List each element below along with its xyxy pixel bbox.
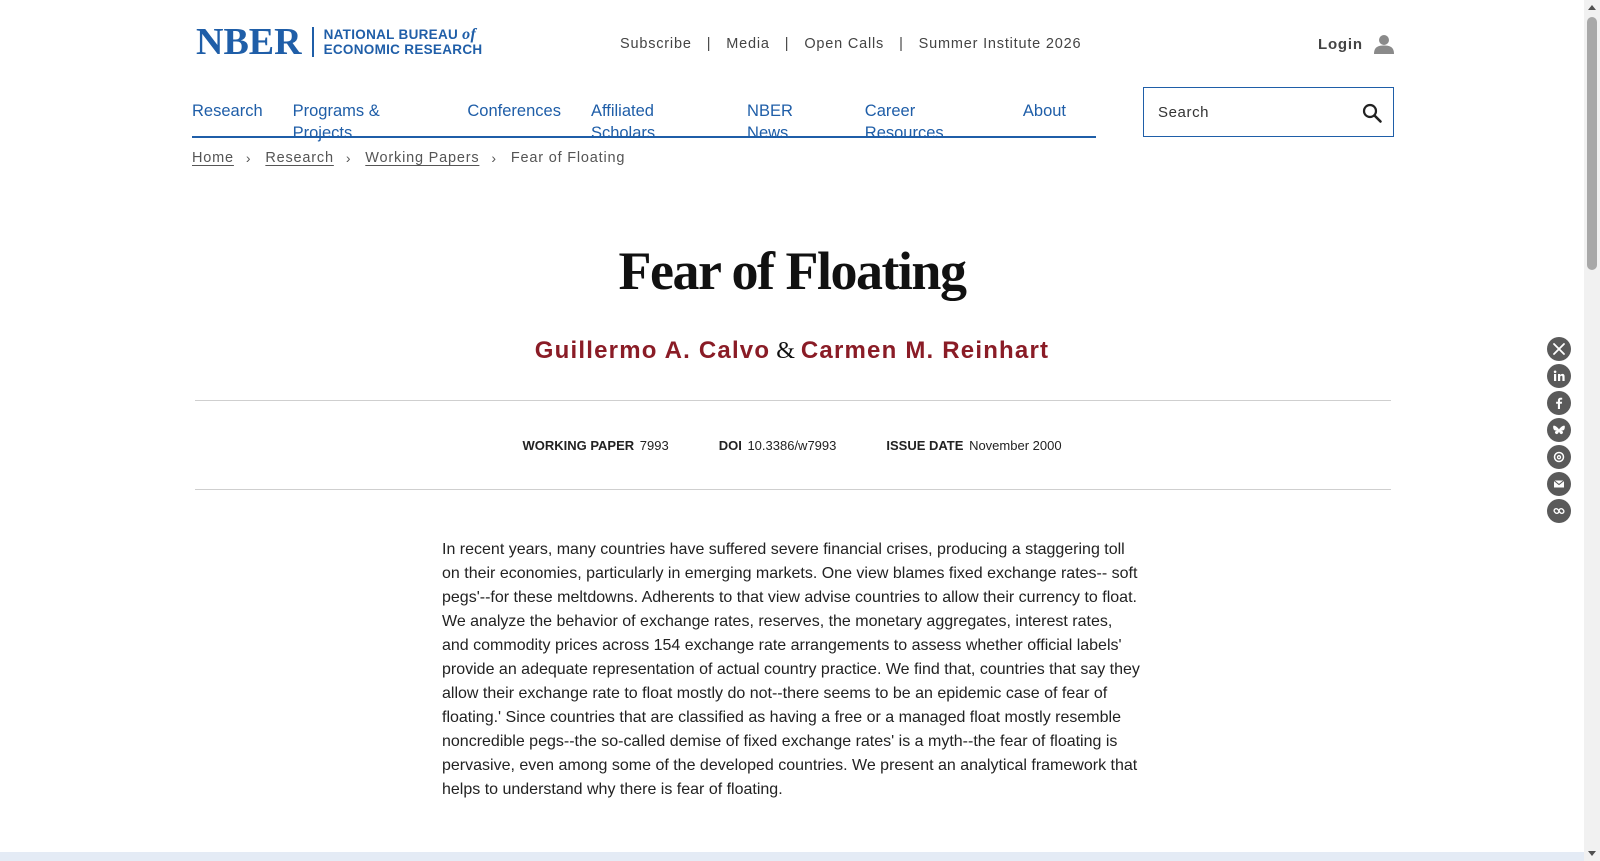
search-box <box>1143 87 1394 137</box>
logo-line-1: NATIONAL BUREAU <box>323 27 463 42</box>
share-toolbar <box>1547 337 1571 526</box>
meta-value: 7993 <box>639 438 669 453</box>
search-input[interactable] <box>1158 100 1348 124</box>
meta-label: WORKING PAPER <box>522 438 635 453</box>
issue-date <box>886 438 1061 453</box>
breadcrumb <box>192 150 625 166</box>
doi <box>719 438 837 453</box>
scrollbar-thumb[interactable] <box>1587 17 1597 270</box>
logo-wordmark <box>324 27 483 57</box>
login-label: Login <box>1318 35 1363 53</box>
scroll-down-arrow-icon[interactable] <box>1588 851 1596 856</box>
utility-separator: | <box>784 36 790 52</box>
working-paper-number <box>522 438 668 453</box>
paper-authors <box>0 337 1584 365</box>
scroll-up-arrow-icon[interactable] <box>1588 5 1596 10</box>
facebook-icon[interactable] <box>1547 391 1571 415</box>
nav-research[interactable]: Research <box>192 102 263 120</box>
paper-meta <box>0 438 1584 453</box>
bluesky-icon[interactable] <box>1547 418 1571 442</box>
author-link[interactable]: Carmen M. Reinhart <box>800 337 1050 364</box>
nav-about[interactable]: About <box>1022 102 1067 120</box>
divider <box>195 489 1391 490</box>
breadcrumb-working-papers[interactable]: Working Papers <box>365 150 480 166</box>
threads-icon[interactable] <box>1547 445 1571 469</box>
login-button[interactable] <box>1318 33 1395 55</box>
logo-mark: NBER <box>196 21 302 63</box>
user-icon <box>1373 33 1395 55</box>
main-nav <box>192 100 1096 142</box>
summer-institute-link[interactable]: Summer Institute 2026 <box>918 36 1082 52</box>
meta-value: 10.3386/w7993 <box>747 438 837 453</box>
logo-line-1-of: of <box>462 26 477 43</box>
chevron-right-icon: › <box>491 150 497 166</box>
email-icon[interactable] <box>1547 472 1571 496</box>
meta-label: ISSUE DATE <box>886 438 964 453</box>
breadcrumb-research[interactable]: Research <box>265 150 334 166</box>
utility-separator: | <box>899 36 904 52</box>
search-icon[interactable] <box>1361 102 1383 124</box>
paper-title: Fear of Floating <box>618 241 966 301</box>
open-calls-link[interactable]: Open Calls <box>804 36 885 52</box>
chevron-right-icon: › <box>345 150 352 166</box>
nav-career-resources[interactable]: Career Resources <box>864 102 944 142</box>
paper-abstract: In recent years, many countries have suffered severe financial crises, producing a staggering toll on their economies, particularly in emerging markets. One view blames fixed exchange rates-- soft pegs'--for these meltdowns. Adherents to that view advise countries to allow their currency to float. We analyze the behavior of exchange rates, reserves, the monetary aggregates, interest rates, and commodity prices across 154 exchange rate arrangements to assess whether official labels' provide an adequate representation of actual country practice. We find that, countries that say they allow their exchange rate to float mostly do not--there seems to be an epidemic case of fear of floating.' Since countries that are classified as having a free or a managed float mostly resemble noncredible pegs--the so-called demise of fixed exchange rates' is a myth--the fear of floating is pervasive, even among some of the developed countries. We present an analytical framework that helps to understand why there is fear of floating. <box>442 541 1140 798</box>
x-icon[interactable] <box>1547 337 1571 361</box>
meta-label: DOI <box>718 438 742 453</box>
logo-line-2: ECONOMIC RESEARCH <box>323 42 483 57</box>
divider <box>195 400 1391 401</box>
footer-band <box>0 852 1584 861</box>
vertical-scrollbar[interactable] <box>1584 0 1600 861</box>
author-link[interactable]: Guillermo A. Calvo <box>534 337 771 364</box>
author-separator: & <box>776 338 795 364</box>
utility-nav <box>620 36 1081 52</box>
copy-link-icon[interactable] <box>1547 499 1571 523</box>
nber-logo[interactable] <box>196 21 483 63</box>
meta-value: November 2000 <box>969 438 1062 453</box>
nav-programs-projects[interactable]: Programs & Projects <box>292 102 380 142</box>
utility-separator: | <box>706 36 712 52</box>
chevron-right-icon: › <box>245 150 252 166</box>
breadcrumb-home[interactable]: Home <box>192 150 234 166</box>
nav-affiliated-scholars[interactable]: Affiliated Scholars <box>590 102 656 142</box>
nav-conferences[interactable]: Conferences <box>467 102 561 120</box>
breadcrumb-current: Fear of Floating <box>510 150 626 166</box>
media-link[interactable]: Media <box>726 36 770 52</box>
subscribe-link[interactable]: Subscribe <box>620 36 692 52</box>
nav-nber-news[interactable]: NBER News <box>747 102 793 142</box>
logo-divider <box>312 27 314 57</box>
linkedin-icon[interactable] <box>1547 364 1571 388</box>
